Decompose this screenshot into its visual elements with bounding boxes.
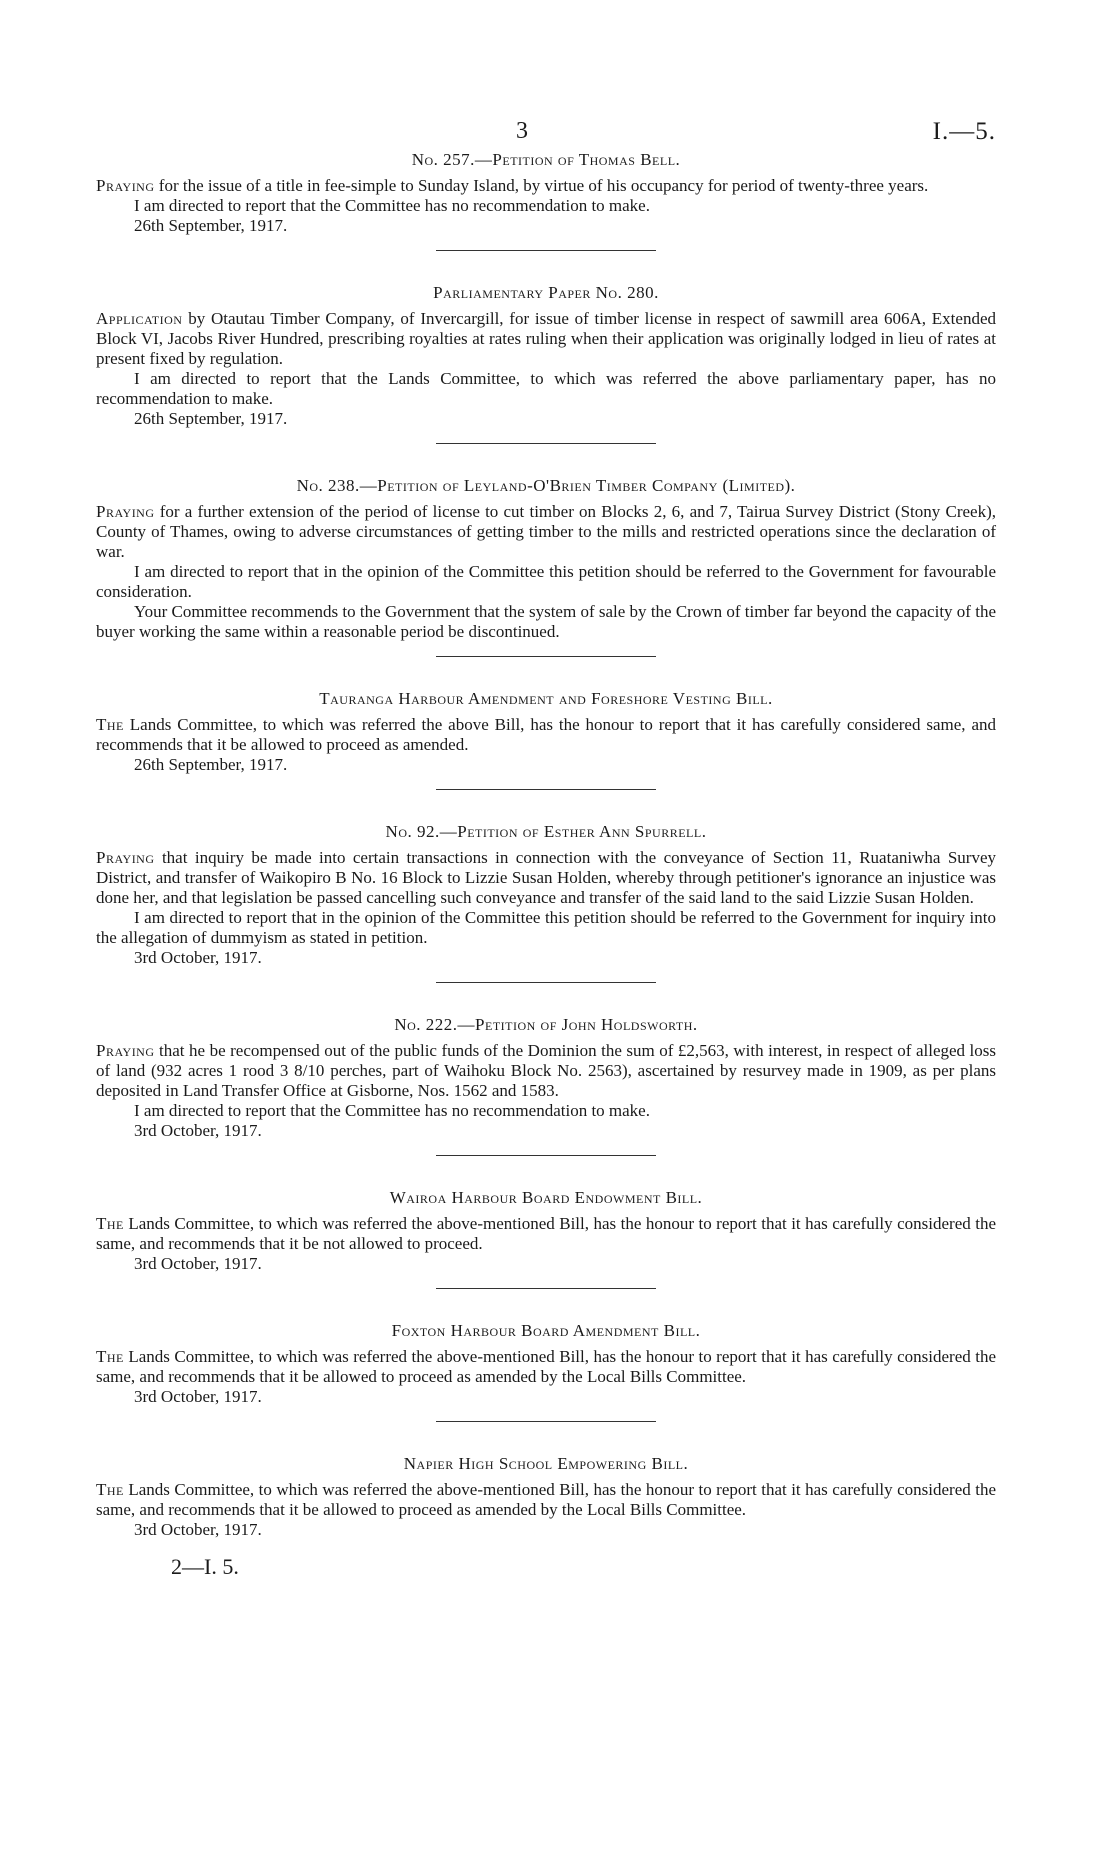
section-paragraph: I am directed to report that the Committee has no recommendation to make.	[134, 196, 650, 215]
document-section	[96, 150, 996, 251]
section-divider	[436, 789, 656, 790]
section-lead-word: Application	[96, 309, 183, 328]
section-lead-word: The	[96, 1214, 124, 1233]
section-lead-word: The	[96, 1347, 124, 1366]
section-body	[96, 502, 996, 642]
document-section	[96, 1188, 996, 1289]
section-divider	[436, 443, 656, 444]
section-title: Parliamentary Paper No. 280.	[433, 283, 659, 302]
section-date: 3rd October, 1917.	[134, 1121, 262, 1140]
section-opening-paragraph	[96, 309, 996, 369]
section-title: No. 92.—Petition of Esther Ann Spurrell.	[385, 822, 707, 841]
footer-signature: 2—I. 5.	[171, 1554, 239, 1579]
document-section	[96, 689, 996, 790]
section-date: 3rd October, 1917.	[134, 1254, 262, 1273]
section-body	[96, 176, 996, 216]
section-opening-paragraph	[96, 502, 996, 562]
document-section	[96, 1321, 996, 1422]
section-body-text: Lands Committee, to which was referred the above-mentioned Bill, has the honour to report that it has carefully considered the same, and recommends that it be allowed to proceed as amended by the Local Bills Committee.	[96, 1347, 996, 1386]
section-lead-word: Praying	[96, 848, 155, 867]
section-body-text: for the issue of a title in fee-simple to Sunday Island, by virtue of his occupancy for period of twenty-three years.	[154, 176, 929, 195]
section-body-text: Lands Committee, to which was referred the above-mentioned Bill, has the honour to report that it has carefully considered the same, and recommends that it be allowed to proceed as amended by the Local Bills Committee.	[96, 1480, 996, 1519]
section-title: No. 257.—Petition of Thomas Bell.	[411, 150, 681, 169]
section-opening-paragraph	[96, 1347, 996, 1387]
section-title: No. 222.—Petition of John Holdsworth.	[394, 1015, 698, 1034]
section-opening-paragraph	[96, 176, 996, 196]
document-section	[96, 822, 996, 983]
section-paragraph: I am directed to report that in the opinion of the Committee this petition should be referred to the Government for inquiry into the allegation of dummyism as stated in petition.	[96, 908, 996, 947]
section-date: 3rd October, 1917.	[134, 1520, 262, 1539]
section-body-text: that inquiry be made into certain transactions in connection with the conveyance of Section 11, Ruataniwha Survey District, and transfer of Waikopiro B No. 16 Block to Lizzie Susan Holden, whereby through petitioner's ignorance an injustice was done her, and that legislation be passed cancelling such conveyance and transfer of the said land to the said Lizzie Susan Holden.	[96, 848, 996, 907]
section-paragraph: I am directed to report that the Lands Committee, to which was referred the above parliamentary paper, has no recommendation to make.	[96, 369, 996, 408]
section-title: Napier High School Empowering Bill.	[403, 1454, 689, 1473]
section-lead-word: The	[96, 1480, 124, 1499]
section-date: 26th September, 1917.	[134, 755, 288, 774]
section-opening-paragraph	[96, 848, 996, 908]
section-divider	[436, 1155, 656, 1156]
page-number: 3	[516, 118, 528, 144]
section-body	[96, 309, 996, 409]
section-divider	[436, 656, 656, 657]
section-body-text: that he be recompensed out of the public funds of the Dominion the sum of £2,563, with interest, in respect of alleged loss of land (932 acres 1 rood 3 8/10 perches, part of Waihoku Block No. 2563), ascertained by resurvey made in 1909, as per plans deposited in Land Transfer Office at Gisborne, Nos. 1562 and 1583.	[96, 1041, 996, 1100]
section-opening-paragraph	[96, 1041, 996, 1101]
section-opening-paragraph	[96, 715, 996, 755]
section-body	[96, 715, 996, 755]
section-body-text: for a further extension of the period of license to cut timber on Blocks 2, 6, and 7, Tairua Survey District (Stony Creek), County of Thames, owing to adverse circumstances of getting timber to the mills and restricted operations since the declaration of war.	[96, 502, 996, 561]
section-paragraph: I am directed to report that the Committee has no recommendation to make.	[134, 1101, 650, 1120]
section-divider	[436, 1421, 656, 1422]
document-page	[96, 0, 996, 1580]
section-paragraph: Your Committee recommends to the Government that the system of sale by the Crown of timber far beyond the capacity of the buyer working the same within a reasonable period be discontinued.	[96, 602, 996, 641]
section-body-text: Lands Committee, to which was referred the above Bill, has the honour to report that it has carefully considered same, and recommends that it be allowed to proceed as amended.	[96, 715, 996, 754]
document-section	[96, 1015, 996, 1156]
section-date: 26th September, 1917.	[134, 409, 288, 428]
section-lead-word: The	[96, 715, 124, 734]
section-title: Foxton Harbour Board Amendment Bill.	[391, 1321, 701, 1340]
section-lead-word: Praying	[96, 502, 155, 521]
section-date: 3rd October, 1917.	[134, 948, 262, 967]
section-divider	[436, 250, 656, 251]
sections-container	[96, 150, 996, 1550]
section-lead-word: Praying	[96, 1041, 155, 1060]
section-date: 3rd October, 1917.	[134, 1387, 262, 1406]
section-body	[96, 1347, 996, 1387]
paper-reference: I.—5.	[932, 118, 996, 145]
section-body	[96, 1041, 996, 1121]
section-title: Wairoa Harbour Board Endowment Bill.	[389, 1188, 703, 1207]
page-header	[96, 0, 996, 150]
document-section	[96, 1454, 996, 1550]
section-title: Tauranga Harbour Amendment and Foreshore Vesting Bill.	[319, 689, 773, 708]
section-body-text: Lands Committee, to which was referred the above-mentioned Bill, has the honour to report that it has carefully considered the same, and recommends that it be not allowed to proceed.	[96, 1214, 996, 1253]
section-body-text: by Otautau Timber Company, of Invercargill, for issue of timber license in respect of sawmill area 606A, Extended Block VI, Jacobs River Hundred, prescribing royalties at rates ruling when their application was originally lodged in lieu of rates at present fixed by regulation.	[96, 309, 996, 368]
section-opening-paragraph	[96, 1480, 996, 1520]
section-body	[96, 1214, 996, 1254]
section-title: No. 238.—Petition of Leyland-O'Brien Timber Company (Limited).	[296, 476, 796, 495]
section-body	[96, 848, 996, 948]
section-divider	[436, 1288, 656, 1289]
document-section	[96, 476, 996, 657]
section-divider	[436, 982, 656, 983]
section-body	[96, 1480, 996, 1520]
section-lead-word: Praying	[96, 176, 155, 195]
document-section	[96, 283, 996, 444]
section-opening-paragraph	[96, 1214, 996, 1254]
section-paragraph: I am directed to report that in the opinion of the Committee this petition should be referred to the Government for favourable consideration.	[96, 562, 996, 601]
section-date: 26th September, 1917.	[134, 216, 288, 235]
